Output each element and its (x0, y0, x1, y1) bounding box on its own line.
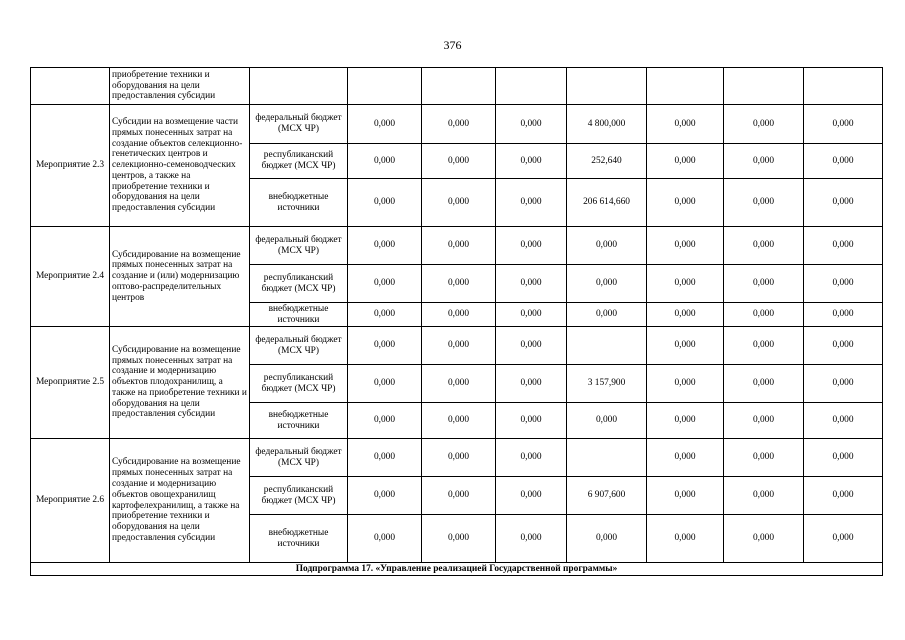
value-cell: 0,000 (804, 179, 883, 227)
value-cell: 0,000 (567, 227, 647, 265)
measure-label: Мероприятие 2.6 (31, 439, 110, 563)
value-cell: 0,000 (724, 439, 804, 477)
value-cell: 0,000 (496, 144, 567, 179)
value-cell (567, 68, 647, 105)
funding-source: внебюджетные источники (250, 179, 348, 227)
value-cell: 0,000 (647, 477, 724, 515)
value-cell: 0,000 (804, 477, 883, 515)
subprogram-title: Подпрограмма 17. «Управление реализацией Государственной программы» (31, 563, 883, 576)
value-cell: 0,000 (422, 439, 496, 477)
funding-source: федеральный бюджет (МСХ ЧР) (250, 439, 348, 477)
value-cell: 0,000 (804, 515, 883, 563)
value-cell: 0,000 (567, 303, 647, 327)
value-cell: 0,000 (348, 515, 422, 563)
value-cell: 0,000 (804, 227, 883, 265)
value-cell: 0,000 (422, 227, 496, 265)
value-cell: 0,000 (647, 227, 724, 265)
value-cell: 0,000 (422, 179, 496, 227)
value-cell: 206 614,660 (567, 179, 647, 227)
value-cell: 0,000 (647, 303, 724, 327)
value-cell: 0,000 (724, 227, 804, 265)
funding-source: федеральный бюджет (МСХ ЧР) (250, 105, 348, 144)
value-cell: 0,000 (804, 144, 883, 179)
value-cell (647, 68, 724, 105)
value-cell: 0,000 (422, 327, 496, 365)
table-row (31, 68, 883, 105)
value-cell: 0,000 (724, 179, 804, 227)
value-cell: 0,000 (422, 303, 496, 327)
value-cell: 0,000 (804, 265, 883, 303)
value-cell: 0,000 (567, 265, 647, 303)
funding-source: внебюджетные источники (250, 403, 348, 439)
value-cell: 0,000 (348, 477, 422, 515)
table-row (31, 227, 883, 265)
value-cell: 0,000 (724, 327, 804, 365)
value-cell: 0,000 (496, 403, 567, 439)
funding-source: республиканский бюджет (МСХ ЧР) (250, 477, 348, 515)
value-cell: 0,000 (724, 105, 804, 144)
value-cell: 0,000 (496, 179, 567, 227)
funding-source: республиканский бюджет (МСХ ЧР) (250, 365, 348, 403)
measure-description: Субсидирование на возмещение прямых понесенных затрат на создание и модернизацию объектов овощехранилищ картофелехранилищ, а также на приобретение техники и оборудования на цели предоставления субсидии (110, 439, 250, 563)
measure-label: Мероприятие 2.5 (31, 327, 110, 439)
table-row (31, 105, 883, 144)
value-cell: 0,000 (422, 265, 496, 303)
value-cell: 0,000 (422, 403, 496, 439)
table-body (31, 68, 883, 576)
value-cell (348, 68, 422, 105)
funding-source: республиканский бюджет (МСХ ЧР) (250, 144, 348, 179)
value-cell: 0,000 (422, 105, 496, 144)
value-cell: 0,000 (422, 365, 496, 403)
measure-label: Мероприятие 2.4 (31, 227, 110, 327)
value-cell: 0,000 (496, 227, 567, 265)
value-cell: 0,000 (348, 105, 422, 144)
value-cell: 0,000 (348, 327, 422, 365)
value-cell: 0,000 (422, 144, 496, 179)
funding-source: федеральный бюджет (МСХ ЧР) (250, 327, 348, 365)
value-cell: 0,000 (496, 265, 567, 303)
value-cell: 0,000 (348, 303, 422, 327)
value-cell: 0,000 (496, 327, 567, 365)
value-cell: 0,000 (422, 477, 496, 515)
value-cell: 0,000 (496, 105, 567, 144)
value-cell: 6 907,600 (567, 477, 647, 515)
measure-description: приобретение техники и оборудования на цели предоставления субсидии (110, 68, 250, 105)
value-cell: 0,000 (348, 179, 422, 227)
value-cell: 0,000 (724, 403, 804, 439)
value-cell: 0,000 (724, 144, 804, 179)
value-cell: 0,000 (804, 327, 883, 365)
value-cell: 0,000 (647, 179, 724, 227)
value-cell: 0,000 (496, 365, 567, 403)
value-cell: 252,640 (567, 144, 647, 179)
value-cell: 0,000 (647, 439, 724, 477)
value-cell: 0,000 (804, 403, 883, 439)
value-cell: 0,000 (422, 515, 496, 563)
measure-description: Субсидирование на возмещение прямых понесенных затрат на создание и (или) модернизацию оптово-распределительных центров (110, 227, 250, 327)
value-cell: 0,000 (647, 105, 724, 144)
page-number: 376 (443, 38, 462, 52)
value-cell (567, 327, 647, 365)
value-cell: 0,000 (724, 515, 804, 563)
value-cell: 0,000 (804, 303, 883, 327)
value-cell: 0,000 (496, 439, 567, 477)
value-cell: 0,000 (647, 403, 724, 439)
value-cell: 4 800,000 (567, 105, 647, 144)
measure-description: Субсидирование на возмещение прямых понесенных затрат на создание и модернизацию объектов плодохранилищ, а также на приобретение техники и оборудования на цели предоставления субсидии (110, 327, 250, 439)
table-row (31, 327, 883, 365)
value-cell: 0,000 (724, 303, 804, 327)
value-cell: 0,000 (724, 477, 804, 515)
value-cell: 3 157,900 (567, 365, 647, 403)
value-cell: 0,000 (348, 365, 422, 403)
table-row (31, 439, 883, 477)
value-cell: 0,000 (496, 477, 567, 515)
value-cell (804, 68, 883, 105)
value-cell: 0,000 (647, 515, 724, 563)
measure-label-cell (31, 68, 110, 105)
value-cell (422, 68, 496, 105)
funding-source (250, 68, 348, 105)
value-cell: 0,000 (724, 365, 804, 403)
value-cell: 0,000 (567, 515, 647, 563)
value-cell (496, 68, 567, 105)
value-cell: 0,000 (348, 439, 422, 477)
value-cell: 0,000 (804, 105, 883, 144)
funding-source: внебюджетные источники (250, 303, 348, 327)
value-cell: 0,000 (348, 265, 422, 303)
value-cell: 0,000 (804, 439, 883, 477)
value-cell: 0,000 (348, 227, 422, 265)
value-cell: 0,000 (647, 327, 724, 365)
value-cell: 0,000 (647, 365, 724, 403)
subprogram-row (31, 563, 883, 576)
measure-label: Мероприятие 2.3 (31, 105, 110, 227)
budget-table (30, 67, 883, 576)
value-cell (567, 439, 647, 477)
value-cell: 0,000 (647, 144, 724, 179)
value-cell: 0,000 (724, 265, 804, 303)
funding-source: федеральный бюджет (МСХ ЧР) (250, 227, 348, 265)
value-cell: 0,000 (496, 303, 567, 327)
measure-description: Субсидии на возмещение части прямых понесенных затрат на создание объектов селекционно-генетических центров и селекционно-семеноводческих центров, а также на приобретение техники и оборудования на цели предоставления субсидии (110, 105, 250, 227)
value-cell: 0,000 (348, 144, 422, 179)
value-cell (724, 68, 804, 105)
value-cell: 0,000 (567, 403, 647, 439)
value-cell: 0,000 (348, 403, 422, 439)
funding-source: республиканский бюджет (МСХ ЧР) (250, 265, 348, 303)
funding-source: внебюджетные источники (250, 515, 348, 563)
value-cell: 0,000 (647, 265, 724, 303)
value-cell: 0,000 (496, 515, 567, 563)
value-cell: 0,000 (804, 365, 883, 403)
